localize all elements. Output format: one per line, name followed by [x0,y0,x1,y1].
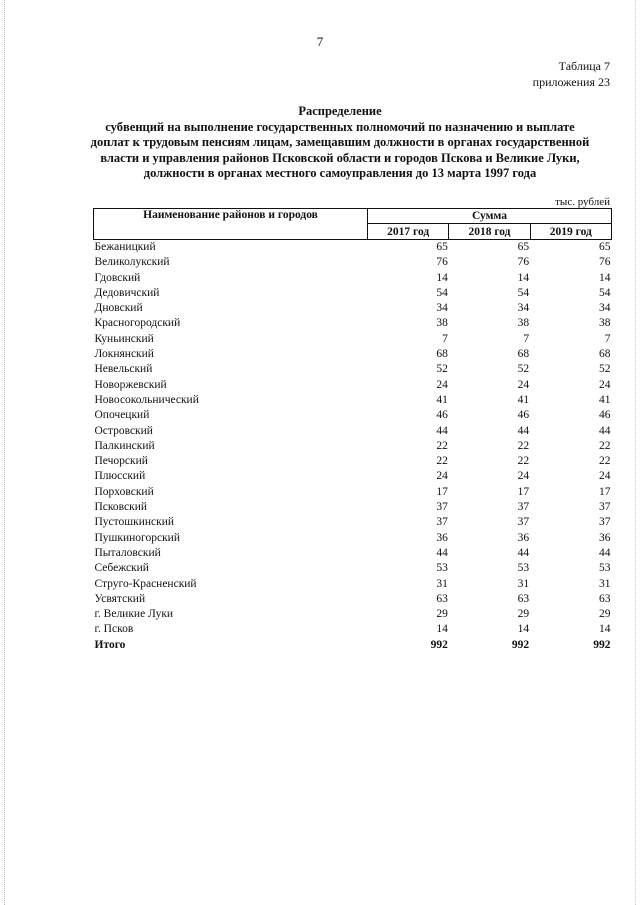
value-2018: 44 [517,546,530,559]
value-2019: 46 [599,409,611,422]
value-2019: 14 [599,623,611,636]
table-row [94,255,612,270]
value-2018: 38 [517,317,530,330]
table-row [94,271,612,286]
value-2017: 24 [436,470,448,483]
value-2018: 14 [517,623,530,636]
value-2017: 38 [436,317,448,330]
value-2018: 54 [517,286,530,299]
value-2017: 17 [436,485,448,498]
value-2019: 38 [599,317,611,330]
table-row [94,485,612,500]
value-2019: 17 [599,485,611,498]
district-name: Порховский [94,485,154,498]
value-2018: 46 [517,409,530,422]
district-name: Пыталовский [94,546,161,559]
district-name: Красногородский [94,317,181,330]
value-2018: 24 [517,470,530,483]
units-label: тыс. рублей [555,196,610,208]
value-2018: 34 [517,302,530,315]
table-row [94,577,612,592]
header-name: Наименование районов и городов [94,209,368,240]
value-2019: 52 [599,363,611,376]
district-name: Себежский [94,562,149,575]
table-row [94,515,612,530]
table-row [94,362,612,377]
district-name: г. Псков [94,623,134,636]
total-value-2019: 992 [593,638,611,651]
value-2017: 36 [436,531,448,544]
value-2018: 41 [517,393,530,406]
value-2019: 37 [599,516,611,529]
header-year-2017: 2017 год [368,224,449,240]
value-2019: 31 [599,577,611,590]
title-line-1: Распределение [298,104,382,118]
value-2019: 41 [599,393,611,406]
district-name: Островский [94,424,153,437]
value-2018: 14 [517,271,530,284]
total-value-2017: 992 [430,638,448,651]
table-row [94,332,612,347]
district-name: Пушкиногорский [94,531,180,544]
value-2017: 52 [436,363,448,376]
district-name: Пустошкинский [94,516,175,529]
value-2017: 68 [436,348,448,361]
table-row [94,592,612,607]
district-name: Великолукский [94,256,170,269]
table-row [94,454,612,469]
value-2019: 37 [599,501,611,514]
value-2019: 22 [599,455,611,468]
value-2017: 65 [436,241,448,253]
table-row [94,301,612,316]
table-row [94,393,612,408]
district-name: Новосокольнический [94,393,199,406]
value-2018: 17 [517,485,530,498]
table-row [94,607,612,622]
scan-edge-left [4,0,5,905]
total-value-2018: 992 [511,638,530,651]
table-row [94,347,612,362]
value-2019: 76 [599,256,611,269]
table-row [94,469,612,484]
table-row [94,424,612,439]
title-line-4: власти и управления районов Псковской области и городов Пскова и Великие Луки, [100,150,580,165]
table-row [94,378,612,393]
value-2019: 44 [599,424,611,437]
value-2019: 24 [599,378,611,391]
value-2017: 24 [436,378,448,391]
value-2017: 37 [436,501,448,514]
value-2017: 37 [436,516,448,529]
value-2019: 14 [599,271,611,284]
value-2017: 46 [436,409,448,422]
value-2017: 31 [436,577,448,590]
value-2019: 36 [599,531,611,544]
value-2018: 68 [517,348,530,361]
value-2019: 53 [599,562,611,575]
district-name: г. Великие Луки [94,608,174,621]
value-2018: 22 [517,455,530,468]
value-2018: 65 [517,241,530,253]
table-row [94,546,612,561]
district-name: Дедовичский [94,286,160,299]
title-line-3: доплат к трудовым пенсиям лицам, замещавшим должности в органах государственной [90,135,590,149]
district-name: Невельский [94,363,153,376]
value-2019: 44 [599,546,611,559]
header-year-2018: 2018 год [449,224,530,240]
value-2018: 37 [517,516,530,529]
appendix-label: приложения 23 [532,75,610,89]
table-row [94,531,612,546]
value-2019: 68 [599,348,611,361]
table-row [94,240,612,256]
value-2019: 7 [604,332,611,345]
scan-edge-right [635,0,636,905]
value-2018: 7 [523,332,530,345]
district-name: Печорский [94,455,148,468]
value-2019: 34 [599,302,611,315]
value-2019: 54 [599,286,611,299]
table-label: Таблица 7 [558,59,610,73]
value-2018: 52 [517,363,530,376]
table-body [94,240,612,654]
value-2017: 63 [436,592,448,605]
value-2018: 36 [517,531,530,544]
value-2019: 65 [599,241,611,253]
value-2017: 29 [436,608,448,621]
title-line-5: должности в органах местного самоуправления до 13 марта 1997 года [143,166,537,180]
district-name: Куньинский [94,332,154,345]
value-2017: 54 [436,286,448,299]
value-2017: 22 [436,439,448,452]
district-name: Гдовский [94,271,141,284]
value-2018: 53 [517,562,530,575]
total-label: Итого [94,638,126,651]
page-number: 7 [316,34,324,49]
district-name: Бежаницкий [94,241,156,253]
table-row [94,622,612,637]
district-name: Струго-Красненский [94,577,197,590]
value-2017: 7 [442,332,448,345]
value-2019: 63 [599,592,611,605]
distribution-table [93,208,612,653]
value-2018: 44 [517,424,530,437]
value-2017: 53 [436,562,448,575]
district-name: Псковский [94,501,148,514]
table-row [94,286,612,301]
value-2017: 14 [436,271,448,284]
header-sum: Сумма [368,209,612,224]
table-row [94,561,612,576]
table-row [94,500,612,515]
table-reference [533,58,610,90]
value-2019: 24 [599,470,611,483]
table-row [94,408,612,423]
value-2018: 29 [517,608,530,621]
value-2018: 22 [517,439,530,452]
value-2019: 29 [599,608,611,621]
table-row [94,439,612,454]
district-name: Дновский [94,302,143,315]
table-row [94,316,612,331]
value-2018: 63 [517,592,530,605]
value-2018: 37 [517,501,530,514]
district-name: Локнянский [94,348,154,361]
value-2017: 41 [436,393,448,406]
district-name: Новоржевский [94,378,167,391]
value-2017: 44 [436,424,448,437]
district-name: Опочецкий [94,409,150,422]
value-2017: 34 [436,302,448,315]
title-line-2: субвенций на выполнение государственных полномочий по назначению и выплате [105,119,575,134]
value-2017: 22 [436,455,448,468]
value-2018: 31 [517,577,530,590]
value-2017: 44 [436,546,448,559]
district-name: Усвятский [94,592,146,605]
document-title [70,104,610,182]
value-2017: 76 [436,256,448,269]
district-name: Плюсский [94,470,146,483]
total-row [94,638,612,653]
value-2018: 24 [517,378,530,391]
header-year-2019: 2019 год [530,224,611,240]
value-2018: 76 [517,256,530,269]
value-2017: 14 [436,623,448,636]
value-2019: 22 [599,439,611,452]
district-name: Палкинский [94,439,155,452]
